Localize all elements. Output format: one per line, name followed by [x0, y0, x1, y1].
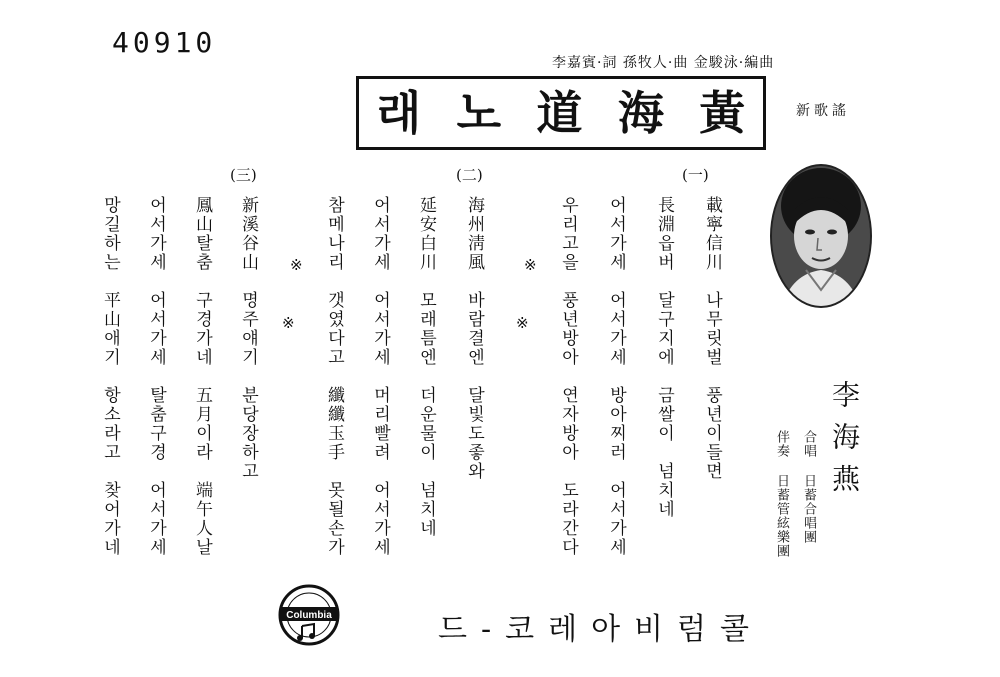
stanza-3-line-2: 鳳山탈춤 구경가네 五月이라 端午人날 — [192, 196, 212, 557]
stanza-2-line-4: 참메나리 갯였다고 纖纖玉手 못될손가 — [324, 196, 344, 557]
stanza-3-line-1: 新溪谷山 명주얘기 분당장하고 — [238, 196, 258, 481]
stanza-1-mark: (一) — [682, 166, 709, 184]
separator-star: ※ — [282, 314, 295, 332]
portrait-image — [772, 166, 870, 306]
stanza-1-line-4: 우리고을 풍년방아 연자방아 도라간다 — [558, 196, 578, 557]
title-char: 노 — [456, 86, 501, 140]
separator-star: ※ — [290, 256, 303, 274]
stanza-3-line-4: 망길하는 平山애기 항소라고 찾어가네 — [100, 196, 120, 557]
stanza-2-line-3: 어서가세 어서가세 머리빨려 어서가세 — [370, 196, 390, 557]
catalog-number: 40910 — [112, 26, 217, 59]
stanza-2-mark: (二) — [456, 166, 483, 184]
columbia-logo-icon — [278, 584, 340, 646]
credits-line: 李嘉賓·詞 孫牧人·曲 金駿泳·編曲 — [552, 55, 775, 71]
title-char: 黃 — [699, 86, 746, 140]
singer-portrait — [770, 164, 872, 308]
stanza-3-mark: (三) — [230, 166, 257, 184]
chorus-credit: 合唱 日蓄合唱團 — [801, 430, 816, 544]
genre-label: 新歌謠 — [796, 103, 850, 119]
title-char: 海 — [617, 86, 664, 140]
ensemble-credits — [772, 430, 818, 558]
title-char: 래 — [376, 86, 422, 140]
separator-star: ※ — [524, 256, 537, 274]
record-label-name: 콜럼비아레코-드 — [438, 612, 763, 647]
title-char: 道 — [536, 86, 583, 140]
stanza-2-line-2: 延安白川 모래틈엔 더운물이 넘치네 — [416, 196, 436, 538]
stanza-1-line-1: 載寧信川 나무릿벌 풍년이들면 — [702, 196, 722, 481]
stanza-2-line-1: 海州淸風 바람결엔 달빛도좋와 — [464, 196, 484, 481]
orchestra-credit: 伴奏 日蓄管絃樂團 — [774, 430, 789, 558]
logo-text: Columbia — [286, 610, 332, 621]
singer-name: 李海燕 — [828, 380, 861, 506]
stanza-3-line-3: 어서가세 어서가세 탈춤구경 어서가세 — [146, 196, 166, 557]
separator-star: ※ — [516, 314, 529, 332]
stanza-1-line-2: 長淵읍버 달구지에 금쌀이 넘치네 — [654, 196, 674, 519]
song-title-box — [356, 76, 766, 150]
stanza-1-line-3: 어서가세 어서가세 방아찌러 어서가세 — [606, 196, 626, 557]
